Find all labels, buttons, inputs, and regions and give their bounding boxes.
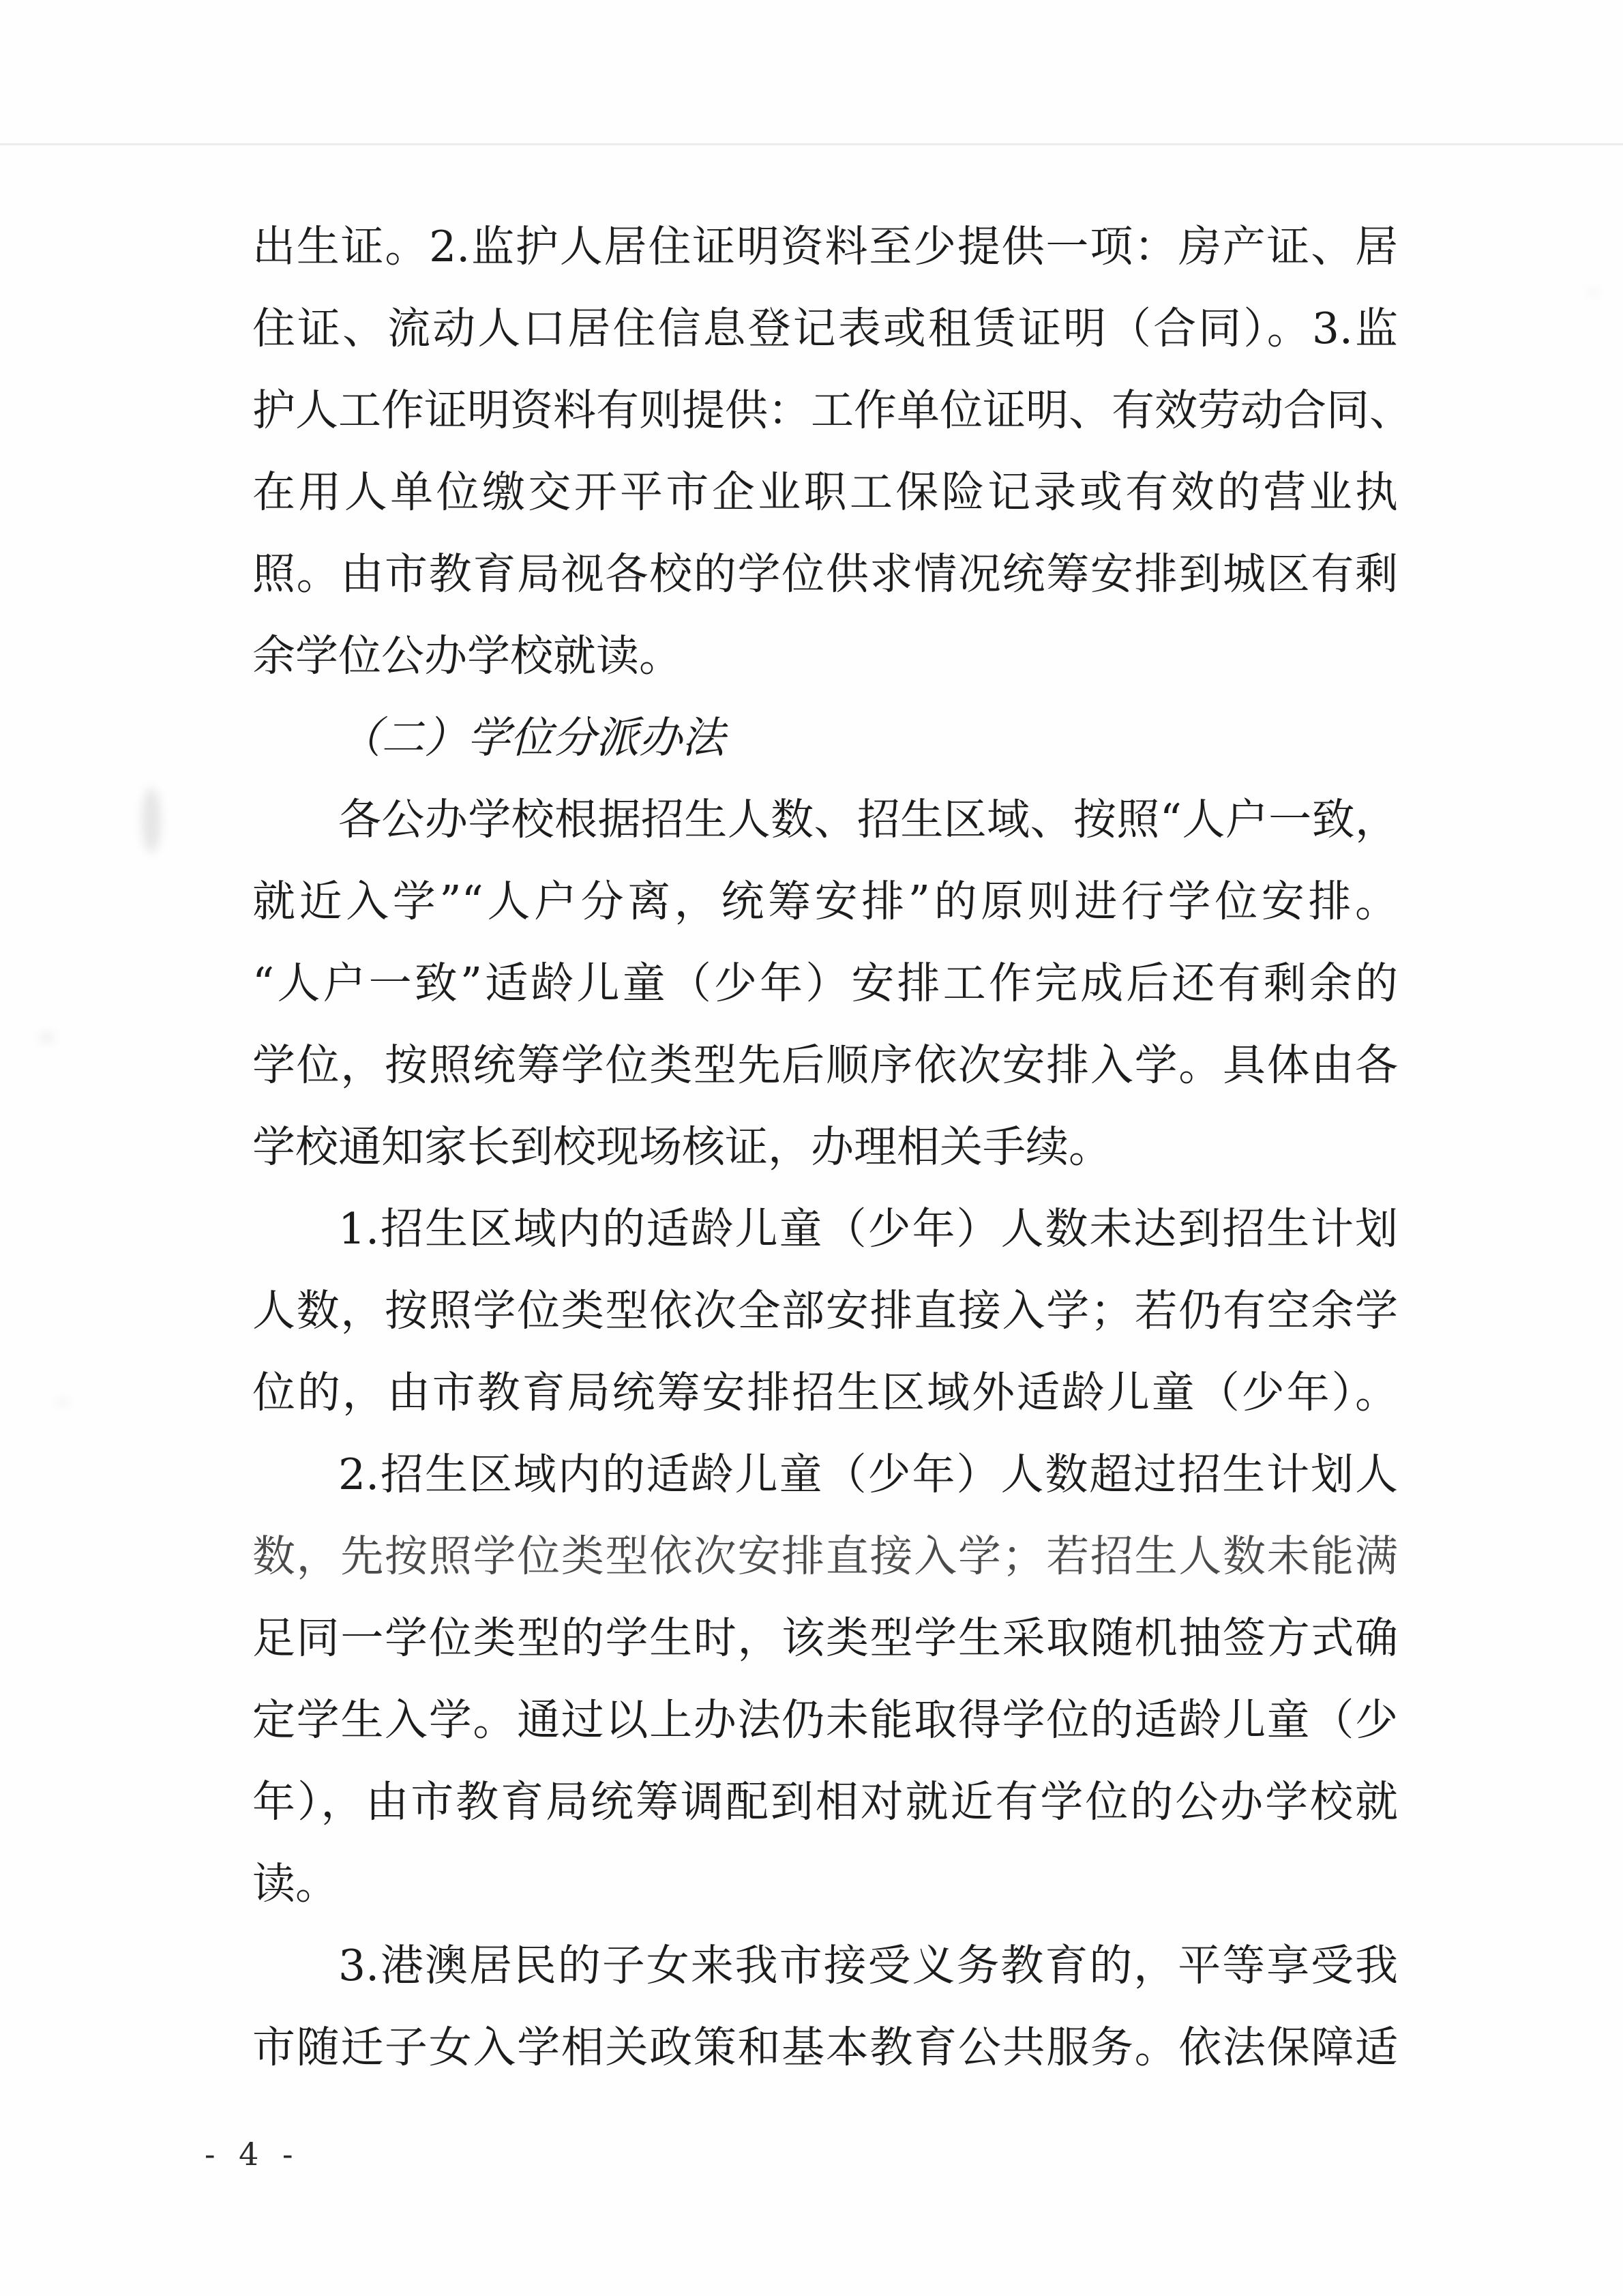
text-line: 市随迁子女入学相关政策和基本教育公共服务。依法保障适 <box>252 2022 1398 2072</box>
text-line: 学校通知家长到校现场核证，办理相关手续。 <box>252 1122 1112 1172</box>
scan-smudge <box>57 1398 68 1405</box>
text-line: 年），由市教育局统筹调配到相对就近有学位的公办学校就 <box>252 1777 1398 1827</box>
scan-smudge <box>40 1033 55 1042</box>
text-line: 就近入学”“人户分离，统筹安排”的原则进行学位安排。 <box>252 877 1398 926</box>
document-body <box>252 206 1412 2089</box>
scan-artifact-line <box>0 143 1623 145</box>
section-heading: （二）学位分派办法 <box>338 713 725 763</box>
text-line: 余学位公办学校就读。 <box>252 631 682 681</box>
text-line: 各公办学校根据招生人数、招生区域、按照“人户一致， <box>338 795 1398 844</box>
text-line: 2.招生区域内的适龄儿童（少年）人数超过招生计划人 <box>338 1449 1398 1499</box>
text-line: 人数，按照学位类型依次全部安排直接入学；若仍有空余学 <box>252 1286 1398 1336</box>
text-line: 住证、流动人口居住信息登记表或租赁证明（合同）。3.监 <box>252 304 1398 353</box>
text-line: 在用人单位缴交开平市企业职工保险记录或有效的营业执 <box>252 467 1398 517</box>
text-line: 位的，由市教育局统筹安排招生区域外适龄儿童（少年）。 <box>252 1368 1398 1417</box>
text-line: 足同一学位类型的学生时，该类型学生采取随机抽签方式确 <box>252 1613 1398 1663</box>
text-line: 照。由市教育局视各校的学位供求情况统筹安排到城区有剩 <box>252 549 1398 599</box>
text-line: 学位，按照统筹学位类型先后顺序依次安排入学。具体由各 <box>252 1040 1398 1090</box>
text-line: 3.港澳居民的子女来我市接受义务教育的，平等享受我 <box>338 1941 1398 1990</box>
text-line: “人户一致”适龄儿童（少年）安排工作完成后还有剩余的 <box>252 958 1398 1008</box>
text-line: 护人工作证明资料有则提供：工作单位证明、有效劳动合同、 <box>252 385 1412 435</box>
scan-smudge <box>142 788 161 853</box>
text-line: 定学生入学。通过以上办法仍未能取得学位的适龄儿童（少 <box>252 1695 1398 1745</box>
scan-smudge <box>1589 290 1598 295</box>
page-number: - 4 - <box>205 2136 300 2173</box>
text-line: 出生证。2.监护人居住证明资料至少提供一项：房产证、居 <box>252 222 1398 271</box>
text-line: 数，先按照学位类型依次安排直接入学；若招生人数未能满 <box>252 1531 1398 1581</box>
text-line: 1.招生区域内的适龄儿童（少年）人数未达到招生计划 <box>338 1204 1398 1254</box>
text-line: 读。 <box>252 1859 338 1909</box>
